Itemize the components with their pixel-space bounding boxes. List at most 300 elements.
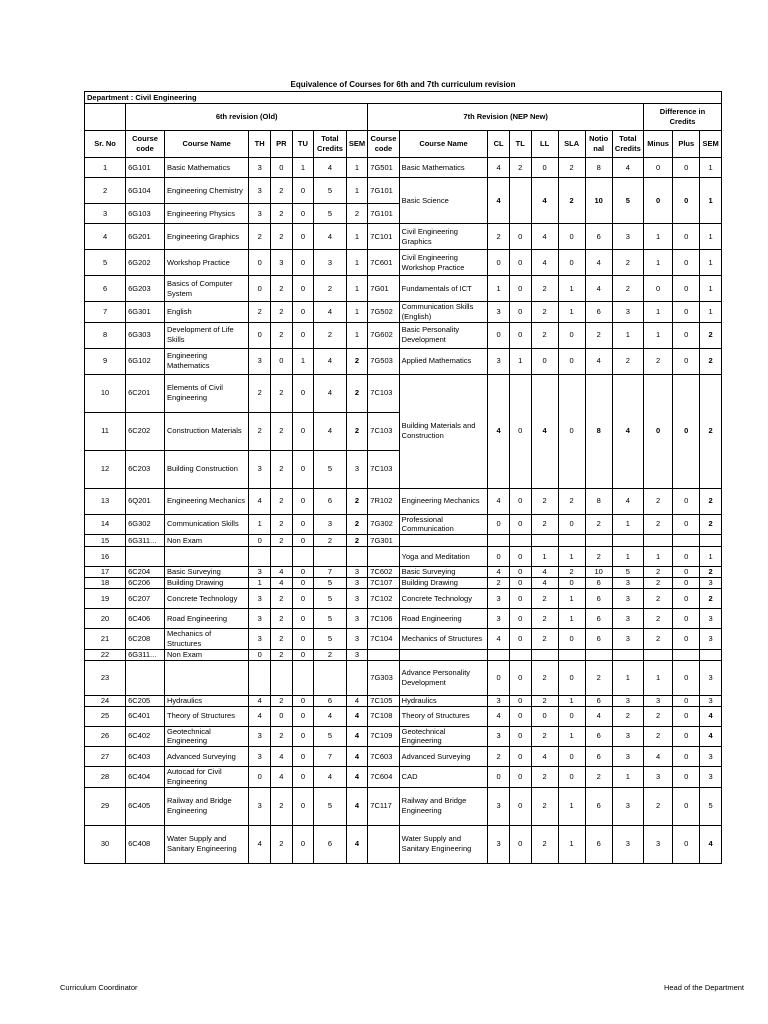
cell-th: 2: [249, 412, 271, 450]
cell-tl: 0: [509, 567, 531, 578]
cell-plus: 0: [673, 660, 700, 695]
cell-plus: 0: [673, 374, 700, 488]
cell-tl: 0: [509, 547, 531, 567]
cell-cl: 3: [488, 787, 510, 825]
cell-cl: 4: [488, 567, 510, 578]
cell-pr: 3: [270, 250, 292, 276]
cell-sem: 3: [346, 450, 368, 488]
cell-ll: 0: [531, 158, 558, 178]
cell-pr: 2: [270, 450, 292, 488]
cell-tl: 0: [509, 224, 531, 250]
cell-n6: Building Construction: [165, 450, 249, 488]
cell-c6: 6C203: [126, 450, 165, 488]
cell-minus: 1: [644, 250, 673, 276]
footer-curriculum-coordinator: Curriculum Coordinator: [60, 983, 138, 992]
cell-sla: 0: [558, 706, 585, 726]
cell-sr: 5: [85, 250, 126, 276]
cell-c6: 6C205: [126, 695, 165, 706]
cell-notional: 6: [585, 747, 612, 767]
cell-c7: 7C109: [368, 726, 399, 747]
table-row: [85, 535, 722, 547]
cell-n7: [399, 649, 488, 660]
cell-tu: 0: [292, 535, 314, 547]
cell-tu: 1: [292, 348, 314, 374]
cell-sem7: 3: [700, 609, 722, 629]
cell-ll: 2: [531, 767, 558, 788]
cell-tc: 4: [314, 348, 346, 374]
cell-c6: 6G201: [126, 224, 165, 250]
cell-n7: Theory of Structures: [399, 706, 488, 726]
header-difference: Difference in Credits: [644, 104, 722, 131]
cell-c7: [368, 649, 399, 660]
cell-sem: 1: [346, 178, 368, 204]
cell-n6: Basic Mathematics: [165, 158, 249, 178]
cell-tc: 4: [314, 706, 346, 726]
cell-sr: 3: [85, 204, 126, 224]
cell-pr: 2: [270, 726, 292, 747]
cell-ll: 2: [531, 302, 558, 323]
cell-tc7: 3: [612, 747, 643, 767]
cell-tl: 0: [509, 747, 531, 767]
cell-c7: 7C601: [368, 250, 399, 276]
cell-n6: Development of Life Skills: [165, 322, 249, 348]
cell-plus: 0: [673, 158, 700, 178]
cell-ll: 2: [531, 629, 558, 650]
cell-n7: Engineering Mechanics: [399, 488, 488, 514]
table-row: [85, 649, 722, 660]
cell-n6: Hydraulics: [165, 695, 249, 706]
header-total-credits-6: Total Credits: [314, 131, 346, 158]
cell-th: 3: [249, 204, 271, 224]
cell-notional: 6: [585, 609, 612, 629]
cell-c7: 7G301: [368, 535, 399, 547]
cell-minus: 2: [644, 488, 673, 514]
cell-cl: 0: [488, 250, 510, 276]
cell-n6: Road Engineering: [165, 609, 249, 629]
cell-notional: 2: [585, 660, 612, 695]
cell-sr: 2: [85, 178, 126, 204]
cell-pr: 2: [270, 204, 292, 224]
cell-sem7: 4: [700, 825, 722, 863]
table-row: [85, 250, 722, 276]
cell-c7: 7G101: [368, 178, 399, 204]
cell-cl: 3: [488, 825, 510, 863]
cell-c6: 6C401: [126, 706, 165, 726]
cell-n7: Advanced Surveying: [399, 747, 488, 767]
cell-plus: 0: [673, 348, 700, 374]
header-pr: PR: [270, 131, 292, 158]
cell-sem: 4: [346, 726, 368, 747]
cell-plus: 0: [673, 488, 700, 514]
header-course-name-7: Course Name: [399, 131, 488, 158]
cell-sem7: 5: [700, 787, 722, 825]
table-row: [85, 629, 722, 650]
table-row: [85, 374, 722, 412]
cell-cl: 0: [488, 767, 510, 788]
cell-sem7: 1: [700, 250, 722, 276]
cell-tc7: 2: [612, 706, 643, 726]
cell-th: 2: [249, 224, 271, 250]
cell-minus: 1: [644, 322, 673, 348]
cell-plus: 0: [673, 276, 700, 302]
cell-sr: 20: [85, 609, 126, 629]
cell-tc7: 1: [612, 514, 643, 535]
cell-notional: 6: [585, 695, 612, 706]
cell-minus: 2: [644, 514, 673, 535]
cell-sla: 0: [558, 374, 585, 488]
cell-sem7: 1: [700, 224, 722, 250]
cell-c6: 6G202: [126, 250, 165, 276]
cell-tc7: 3: [612, 695, 643, 706]
cell-sem7: 1: [700, 302, 722, 323]
cell-sem: 1: [346, 224, 368, 250]
table-row: [85, 322, 722, 348]
cell-c6: 6C202: [126, 412, 165, 450]
cell-notional: 10: [585, 178, 612, 224]
cell-sr: 18: [85, 578, 126, 589]
cell-plus: 0: [673, 224, 700, 250]
table-row: [85, 224, 722, 250]
cell-tc: 6: [314, 488, 346, 514]
cell-cl: 1: [488, 276, 510, 302]
cell-n6: Mechanics of Structures: [165, 629, 249, 650]
cell-sr: 29: [85, 787, 126, 825]
cell-tu: 0: [292, 567, 314, 578]
cell-c6: 6C206: [126, 578, 165, 589]
cell-c6: 6C204: [126, 567, 165, 578]
cell-n6: Geotechnical Engineering: [165, 726, 249, 747]
cell-c6: 6C207: [126, 589, 165, 609]
cell-tc: [314, 547, 346, 567]
cell-pr: 4: [270, 747, 292, 767]
cell-sem7: 2: [700, 567, 722, 578]
cell-tl: 0: [509, 726, 531, 747]
cell-n7: CAD: [399, 767, 488, 788]
cell-tl: 0: [509, 767, 531, 788]
cell-c7: 7C104: [368, 629, 399, 650]
cell-n7: Road Engineering: [399, 609, 488, 629]
cell-plus: 0: [673, 567, 700, 578]
cell-tc: 3: [314, 514, 346, 535]
cell-tc7: [612, 649, 643, 660]
cell-sr: 10: [85, 374, 126, 412]
cell-tl: 0: [509, 488, 531, 514]
cell-tc7: [612, 535, 643, 547]
cell-n6: Engineering Chemistry: [165, 178, 249, 204]
cell-c7: 7C117: [368, 787, 399, 825]
cell-sem7: 3: [700, 660, 722, 695]
cell-sla: 2: [558, 178, 585, 224]
cell-plus: 0: [673, 609, 700, 629]
cell-c7: 7G101: [368, 204, 399, 224]
cell-th: 3: [249, 348, 271, 374]
cell-tl: [509, 178, 531, 224]
cell-minus: 1: [644, 660, 673, 695]
cell-tu: 0: [292, 250, 314, 276]
cell-sem: 4: [346, 825, 368, 863]
cell-n7: Basic Surveying: [399, 567, 488, 578]
cell-sla: 1: [558, 276, 585, 302]
cell-sem: 2: [346, 514, 368, 535]
cell-tc7: 2: [612, 276, 643, 302]
cell-n6: Construction Materials: [165, 412, 249, 450]
cell-pr: [270, 547, 292, 567]
cell-c7: 7C108: [368, 706, 399, 726]
cell-cl: 3: [488, 609, 510, 629]
cell-sla: 0: [558, 514, 585, 535]
cell-sem7: [700, 535, 722, 547]
table-row: [85, 660, 722, 695]
cell-sr: 21: [85, 629, 126, 650]
cell-c7: 7R102: [368, 488, 399, 514]
table-row: [85, 609, 722, 629]
cell-ll: 0: [531, 706, 558, 726]
cell-pr: 4: [270, 567, 292, 578]
cell-minus: 3: [644, 695, 673, 706]
cell-tc: 5: [314, 726, 346, 747]
cell-n6: Theory of Structures: [165, 706, 249, 726]
cell-sla: 1: [558, 787, 585, 825]
document-title: Equivalence of Courses for 6th and 7th curriculum revision: [290, 80, 516, 89]
cell-n7: Civil Engineering Workshop Practice: [399, 250, 488, 276]
cell-n6: Non Exam: [165, 535, 249, 547]
cell-c6: 6C408: [126, 825, 165, 863]
cell-sr: 8: [85, 322, 126, 348]
cell-tc7: 5: [612, 178, 643, 224]
cell-tc: 4: [314, 767, 346, 788]
table-row: [85, 706, 722, 726]
table-row: [85, 695, 722, 706]
cell-tc7: 3: [612, 609, 643, 629]
cell-cl: 4: [488, 158, 510, 178]
cell-tc: 4: [314, 302, 346, 323]
cell-sem7: 3: [700, 578, 722, 589]
cell-th: 3: [249, 450, 271, 488]
cell-c7: 7C102: [368, 589, 399, 609]
table-row: [85, 567, 722, 578]
cell-sla: 0: [558, 250, 585, 276]
cell-plus: 0: [673, 178, 700, 224]
cell-minus: 2: [644, 609, 673, 629]
cell-sem7: 4: [700, 726, 722, 747]
cell-sem: 3: [346, 609, 368, 629]
cell-minus: 0: [644, 374, 673, 488]
cell-sr: 4: [85, 224, 126, 250]
cell-ll: 2: [531, 488, 558, 514]
cell-ll: 2: [531, 609, 558, 629]
cell-plus: [673, 649, 700, 660]
cell-tc: 5: [314, 629, 346, 650]
cell-tc: 7: [314, 567, 346, 578]
cell-cl: 2: [488, 224, 510, 250]
cell-tu: 0: [292, 204, 314, 224]
cell-tc: 6: [314, 825, 346, 863]
cell-tl: 0: [509, 578, 531, 589]
table-row: [85, 747, 722, 767]
cell-tc7: 3: [612, 578, 643, 589]
cell-tu: [292, 660, 314, 695]
cell-pr: 0: [270, 706, 292, 726]
cell-n6: Engineering Physics: [165, 204, 249, 224]
cell-c7: 7C105: [368, 695, 399, 706]
cell-plus: 0: [673, 302, 700, 323]
cell-sem7: 1: [700, 276, 722, 302]
cell-sem: 1: [346, 158, 368, 178]
cell-plus: 0: [673, 547, 700, 567]
cell-n7: Mechanics of Structures: [399, 629, 488, 650]
cell-sem: [346, 547, 368, 567]
cell-minus: 2: [644, 706, 673, 726]
cell-tu: 0: [292, 450, 314, 488]
cell-notional: 6: [585, 726, 612, 747]
table-row: [85, 158, 722, 178]
header-sr-no: Sr. No: [85, 131, 126, 158]
header-tu: TU: [292, 131, 314, 158]
cell-sem: [346, 660, 368, 695]
cell-sla: 0: [558, 348, 585, 374]
cell-sem: 2: [346, 535, 368, 547]
cell-c7: 7G302: [368, 514, 399, 535]
cell-ll: 2: [531, 514, 558, 535]
cell-n7: Fundamentals of ICT: [399, 276, 488, 302]
cell-n6: Engineering Mechanics: [165, 488, 249, 514]
cell-c6: 6G311...: [126, 535, 165, 547]
cell-minus: 2: [644, 567, 673, 578]
cell-n6: Basic Surveying: [165, 567, 249, 578]
cell-tu: 0: [292, 374, 314, 412]
cell-pr: 2: [270, 302, 292, 323]
cell-c7: 7C106: [368, 609, 399, 629]
cell-pr: 4: [270, 767, 292, 788]
cell-tc: 5: [314, 450, 346, 488]
cell-plus: 0: [673, 514, 700, 535]
table-row: [85, 514, 722, 535]
equivalence-table: [84, 91, 722, 864]
table-row: [85, 547, 722, 567]
cell-tl: 0: [509, 825, 531, 863]
cell-sem7: 1: [700, 547, 722, 567]
cell-tc: 4: [314, 224, 346, 250]
cell-c7: 7G303: [368, 660, 399, 695]
cell-cl: 2: [488, 747, 510, 767]
cell-n6: Engineering Graphics: [165, 224, 249, 250]
cell-sem: 1: [346, 276, 368, 302]
cell-sr: 28: [85, 767, 126, 788]
cell-tc7: 4: [612, 374, 643, 488]
cell-sr: 30: [85, 825, 126, 863]
header-minus: Minus: [644, 131, 673, 158]
cell-sem: 4: [346, 767, 368, 788]
cell-tc: 4: [314, 158, 346, 178]
cell-cl: 4: [488, 706, 510, 726]
cell-n6: Non Exam: [165, 649, 249, 660]
cell-pr: 2: [270, 322, 292, 348]
cell-ll: 0: [531, 348, 558, 374]
cell-ll: 2: [531, 787, 558, 825]
cell-sr: 9: [85, 348, 126, 374]
cell-sem: 1: [346, 302, 368, 323]
cell-sem7: 3: [700, 767, 722, 788]
cell-minus: 2: [644, 726, 673, 747]
cell-tc7: 3: [612, 302, 643, 323]
table-row: [85, 578, 722, 589]
cell-tc7: 3: [612, 726, 643, 747]
cell-cl: [488, 649, 510, 660]
cell-notional: 8: [585, 158, 612, 178]
cell-pr: 4: [270, 578, 292, 589]
header-cl: CL: [488, 131, 510, 158]
cell-sla: 2: [558, 158, 585, 178]
cell-ll: 2: [531, 322, 558, 348]
cell-cl: [488, 535, 510, 547]
cell-notional: 2: [585, 767, 612, 788]
cell-sem7: [700, 649, 722, 660]
cell-sla: 1: [558, 695, 585, 706]
cell-th: 2: [249, 302, 271, 323]
cell-th: 4: [249, 825, 271, 863]
cell-sem: 3: [346, 629, 368, 650]
cell-th: 3: [249, 609, 271, 629]
cell-tc: 5: [314, 204, 346, 224]
cell-th: [249, 660, 271, 695]
cell-n6: Elements of Civil Engineering: [165, 374, 249, 412]
cell-cl: 3: [488, 726, 510, 747]
cell-n6: Basics of Computer System: [165, 276, 249, 302]
cell-n6: Railway and Bridge Engineering: [165, 787, 249, 825]
footer-head-of-department: Head of the Department: [663, 983, 744, 992]
cell-sem: 4: [346, 695, 368, 706]
cell-sla: 1: [558, 609, 585, 629]
cell-minus: 1: [644, 224, 673, 250]
cell-c6: 6G203: [126, 276, 165, 302]
cell-tu: 0: [292, 767, 314, 788]
cell-sr: 12: [85, 450, 126, 488]
header-th: TH: [249, 131, 271, 158]
header-course-code-7: Course code: [368, 131, 399, 158]
cell-c7: 7C603: [368, 747, 399, 767]
cell-n7: Civil Engineering Graphics: [399, 224, 488, 250]
cell-notional: 6: [585, 825, 612, 863]
cell-ll: 2: [531, 589, 558, 609]
cell-plus: 0: [673, 322, 700, 348]
cell-sem: 4: [346, 787, 368, 825]
cell-tl: 0: [509, 302, 531, 323]
cell-sr: 7: [85, 302, 126, 323]
cell-pr: 2: [270, 695, 292, 706]
cell-th: 1: [249, 514, 271, 535]
cell-tl: [509, 649, 531, 660]
cell-pr: 2: [270, 276, 292, 302]
cell-notional: [585, 535, 612, 547]
cell-c6: 6G103: [126, 204, 165, 224]
cell-ll: 4: [531, 224, 558, 250]
cell-n6: Autocad for Civil Engineering: [165, 767, 249, 788]
cell-notional: 2: [585, 514, 612, 535]
cell-sem7: 1: [700, 158, 722, 178]
cell-tu: 0: [292, 609, 314, 629]
cell-sr: 27: [85, 747, 126, 767]
cell-notional: 6: [585, 302, 612, 323]
cell-c6: 6C208: [126, 629, 165, 650]
cell-cl: 4: [488, 374, 510, 488]
cell-th: 0: [249, 649, 271, 660]
cell-tl: 0: [509, 250, 531, 276]
cell-tu: 0: [292, 629, 314, 650]
cell-tu: 0: [292, 747, 314, 767]
cell-n7: Building Drawing: [399, 578, 488, 589]
cell-pr: 2: [270, 535, 292, 547]
cell-pr: 2: [270, 178, 292, 204]
